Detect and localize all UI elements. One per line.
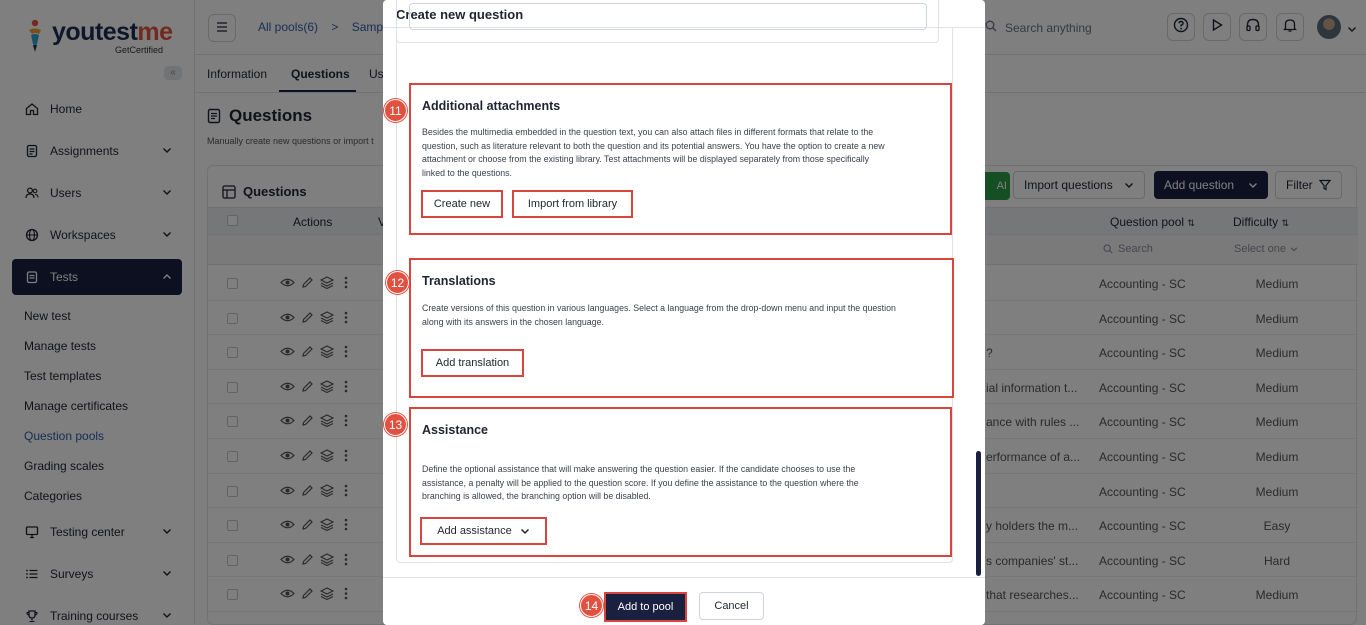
assistance-desc-line: branching is allowed, the branching option will be disabled. — [422, 491, 651, 502]
attachments-desc-line: Besides the multimedia embedded in the question text, you can also attach files in different formats that relate to the — [422, 127, 874, 137]
add-assistance-button[interactable] — [420, 517, 547, 545]
translations-desc-line: along with its answers in the chosen language. — [422, 316, 604, 327]
chevron-down-icon — [520, 526, 530, 536]
assistance-title: Assistance — [422, 423, 489, 437]
attachments-desc-line: linked to the questions. — [422, 168, 512, 179]
assistance-description — [422, 463, 859, 504]
attachments-desc-line: attachment or choose from the existing library. Test attachments will be displayed separately from those specifically — [422, 154, 870, 165]
attachments-desc-line: question, such as literature relevant to both the question and its potential answers. You have the option to create a new — [422, 140, 885, 151]
assistance-desc-line: Define the optional assistance that will make answering the question easier. If the candidate chooses to use the — [422, 464, 856, 474]
create-question-modal — [383, 0, 985, 625]
attachments-section — [409, 83, 952, 235]
attachments-description — [422, 126, 885, 181]
add-to-pool-button[interactable]: Add to pool — [604, 592, 687, 622]
translations-desc-line: Create versions of this question in various languages. Select a language from the drop-down menu and input the question — [422, 303, 896, 313]
translations-description — [422, 302, 896, 329]
modal-title: Create new question — [383, 0, 985, 28]
cancel-button[interactable]: Cancel — [699, 592, 764, 620]
step-marker-11: 11 — [384, 99, 407, 122]
assistance-desc-line: assistance, a penalty will be applied to the question score. If you define the assistance to the question where the — [422, 477, 859, 488]
create-attachment-button[interactable]: Create new — [421, 190, 503, 218]
assistance-section — [409, 407, 952, 557]
modal-footer — [383, 577, 985, 625]
step-marker-13: 13 — [384, 413, 407, 436]
add-assistance-label: Add assistance — [437, 525, 512, 537]
import-from-library-button[interactable]: Import from library — [512, 190, 633, 218]
step-marker-12: 12 — [386, 271, 409, 294]
translations-section — [409, 258, 954, 398]
add-translation-button[interactable]: Add translation — [421, 349, 524, 377]
translations-title: Translations — [422, 274, 496, 288]
modal-scrollbar[interactable] — [976, 451, 981, 576]
step-marker-14: 14 — [580, 594, 603, 617]
previous-section-input[interactable] — [409, 3, 927, 30]
attachments-title: Additional attachments — [422, 99, 561, 113]
